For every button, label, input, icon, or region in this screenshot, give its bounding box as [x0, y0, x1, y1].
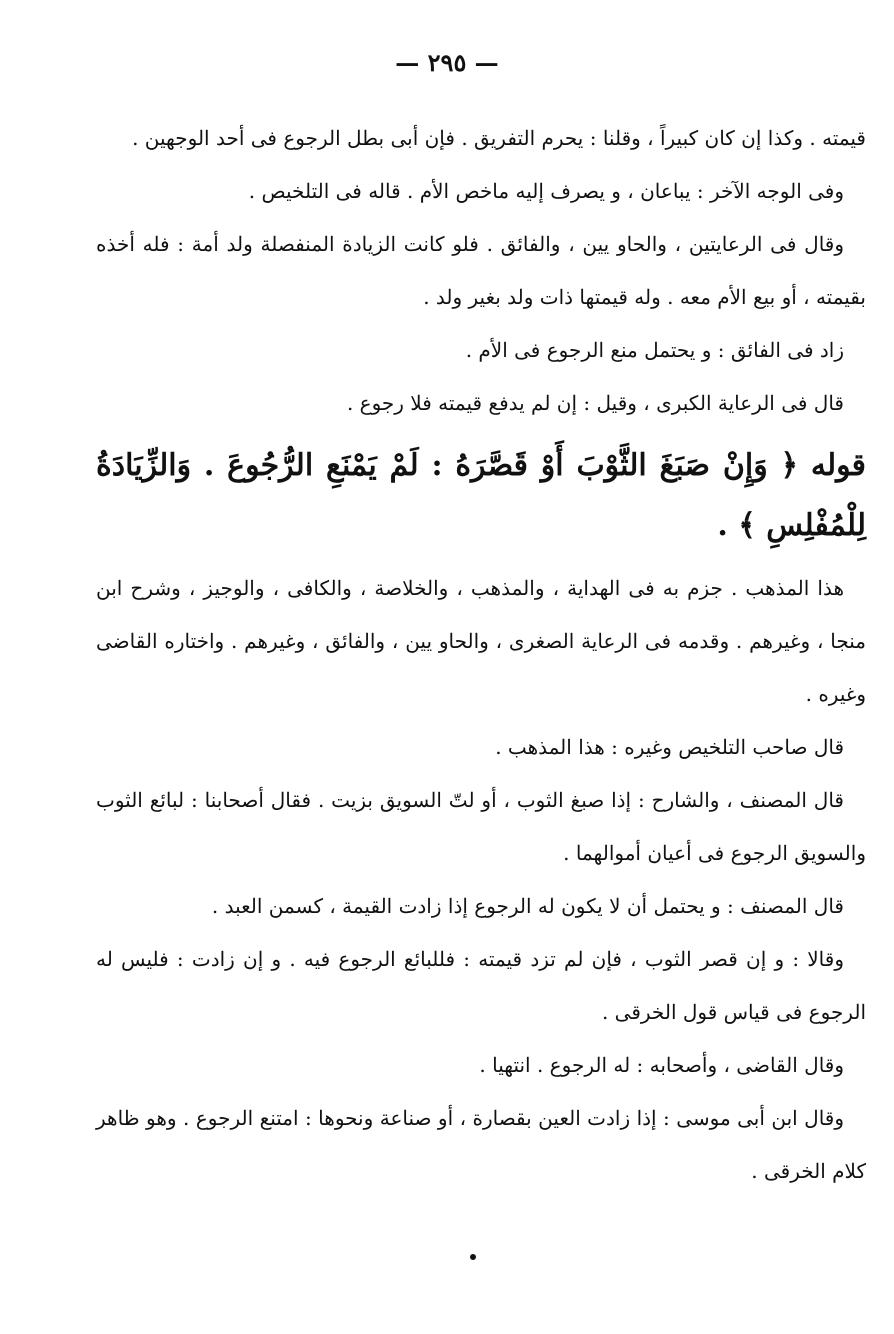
- quoted-heading: قوله ﴿ وَإِنْ صَبَغَ الثَّوْبَ أَوْ قَصَّرَهُ : لَمْ يَمْنَعِ الرُّجُوعَ . وَالزِّيَادَةُ لِلْمُفْلِسِ ﴾ .: [96, 448, 866, 543]
- paragraph: هذا المذهب . جزم به فى الهداية ، والمذهب ، والخلاصة ، والكافى ، والوجيز ، وشرح ابن منجا ، وغيرهم . وقدمه فى الرعاية الصغرى ، والحاو يين ، والفائق ، وغيرهم . واختاره القاضى وغيره .: [96, 576, 866, 706]
- paragraph: وقال فى الرعايتين ، والحاو يين ، والفائق . فلو كانت الزيادة المنفصلة ولد أمة : فله أخذه بقيمته ، أو بيع الأم معه . وله قيمتها ذات ولد بغير ولد .: [96, 232, 866, 309]
- paragraph: قيمته . وكذا إن كان كبيراً ، وقلنا : يحرم التفريق . فإن أبى بطل الرجوع فى أحد الوجهين .: [132, 126, 866, 150]
- paragraph: قال المصنف : و يحتمل أن لا يكون له الرجوع إذا زادت القيمة ، كسمن العبد .: [211, 894, 844, 918]
- footer-dot: [470, 1254, 476, 1260]
- paragraph: قال المصنف ، والشارح : إذا صبغ الثوب ، أو لتّ السويق بزيت . فقال أصحابنا : لبائع الثوب والسويق الرجوع فى أعيان أموالهما .: [96, 788, 866, 865]
- paragraph: وقالا : و إن قصر الثوب ، فإن لم تزد قيمته : فللبائع الرجوع فيه . و إن زادت : فليس له الرجوع فى قياس قول الخرقى .: [96, 947, 866, 1024]
- text-body: [96, 112, 866, 1198]
- page-number: — ٢٩٥ —: [395, 48, 499, 77]
- paragraph: قال فى الرعاية الكبرى ، وقيل : إن لم يدفع قيمته فلا رجوع .: [346, 391, 844, 415]
- paragraph: قال صاحب التلخيص وغيره : هذا المذهب .: [495, 735, 844, 759]
- paragraph: وقال القاضى ، وأصحابه : له الرجوع . انتهيا .: [479, 1053, 844, 1077]
- paragraph: وقال ابن أبى موسى : إذا زادت العين بقصارة ، أو صناعة ونحوها : امتنع الرجوع . وهو ظاهر كلام الخرقى .: [96, 1106, 866, 1183]
- paragraph: زاد فى الفائق : و يحتمل منع الرجوع فى الأم .: [465, 338, 844, 362]
- paragraph: وفى الوجه الآخر : يباعان ، و يصرف إليه ماخص الأم . قاله فى التلخيص .: [248, 179, 844, 203]
